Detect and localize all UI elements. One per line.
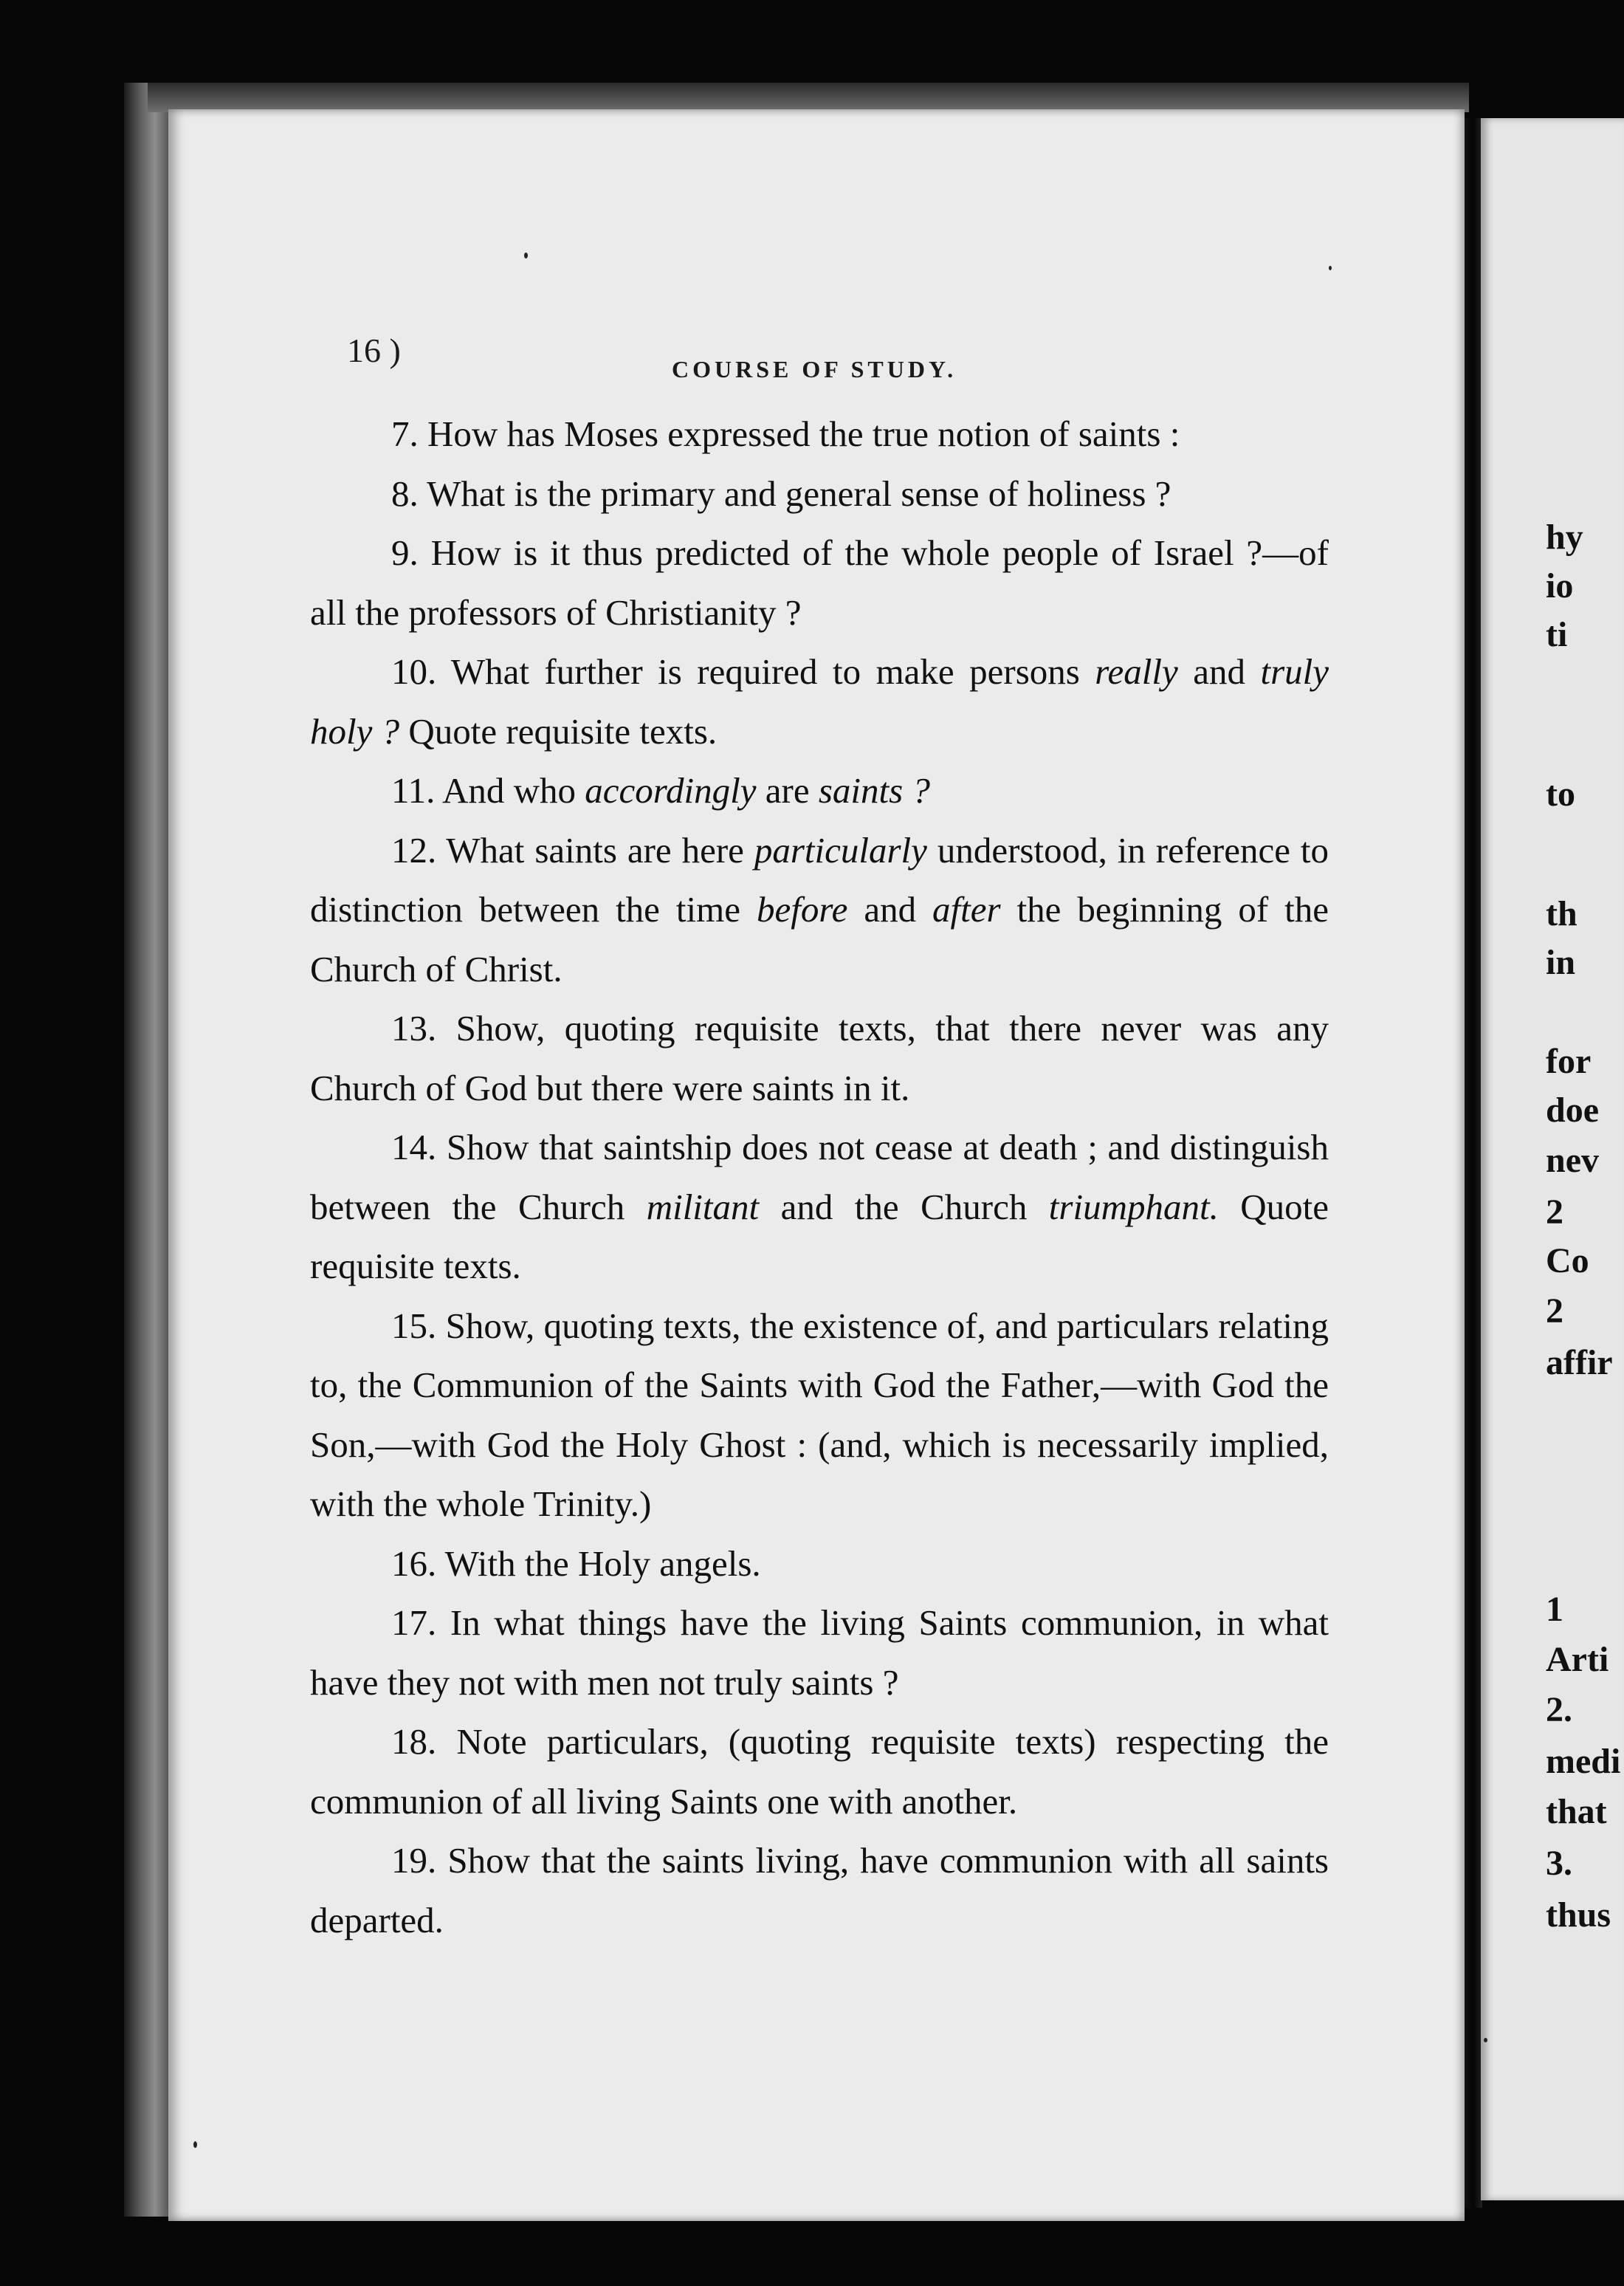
emphasis-text: after <box>932 889 1001 930</box>
facing-page-fragment: ti <box>1546 615 1568 654</box>
facing-page-fragment: Co <box>1546 1241 1589 1280</box>
facing-page-fragment: in <box>1546 943 1576 982</box>
facing-page-fragment: 2 <box>1546 1291 1563 1331</box>
question-text: Quote requisite texts. <box>399 710 718 752</box>
question-text: How has Moses expressed the true notion of saints : <box>427 413 1180 454</box>
question-number: 10. <box>391 651 451 692</box>
question-number: 17. <box>391 1602 450 1643</box>
question-item <box>310 1593 1329 1712</box>
facing-page-fragment: 2 <box>1546 1192 1563 1232</box>
emphasis-text: triumphant. <box>1048 1186 1219 1227</box>
facing-page-fragment: io <box>1546 566 1574 605</box>
question-text: Show that saintship does not cease at death ; and distinguish between the Church <box>310 1127 1329 1227</box>
question-text: the beginning of the Church of Christ. <box>310 889 1329 989</box>
question-item <box>310 1297 1329 1534</box>
emphasis-text: before <box>756 889 848 930</box>
question-list <box>310 405 1329 1950</box>
question-text: Note particulars, (quoting requisite texts) respecting the communion of all living Saints one with another. <box>310 1721 1329 1822</box>
dust-speck <box>524 253 528 258</box>
question-number: 13. <box>391 1008 456 1048</box>
question-text: Quote requisite texts. <box>310 1186 1329 1286</box>
question-number: 19. <box>391 1840 448 1881</box>
facing-page-fragment: to <box>1546 775 1575 814</box>
facing-page-fragment: that <box>1546 1792 1607 1831</box>
question-item <box>310 821 1329 1000</box>
question-number: 8. <box>391 473 427 514</box>
facing-page-fragment: nev <box>1546 1141 1599 1180</box>
question-text: How is it thus predicted of the whole people of Israel ?—of all the professors of Christianity ? <box>310 532 1329 633</box>
question-text: and <box>847 889 933 930</box>
facing-page-fragment: medi <box>1546 1742 1621 1781</box>
facing-page-fragment: for <box>1546 1042 1592 1081</box>
question-text: and <box>1177 651 1261 692</box>
question-number: 9. <box>391 532 431 573</box>
question-text: What saints are here <box>446 829 754 871</box>
question-number: 12. <box>391 829 447 871</box>
question-number: 7. <box>391 413 427 454</box>
question-text: And who <box>441 770 585 811</box>
facing-page-fragment: affir <box>1546 1343 1613 1382</box>
question-text: Show that the saints living, have communion with all saints departed. <box>310 1840 1329 1940</box>
question-number: 14. <box>391 1127 447 1167</box>
emphasis-text: militant <box>646 1186 760 1227</box>
facing-page-fragment: 2. <box>1546 1690 1572 1729</box>
running-title: COURSE OF STUDY. <box>672 356 957 382</box>
facing-page-fragment: th <box>1546 894 1577 933</box>
question-item <box>310 999 1329 1118</box>
question-item <box>310 1118 1329 1297</box>
book-top-edge <box>148 83 1469 112</box>
facing-page-fragment: Arti <box>1546 1640 1609 1679</box>
facing-page-fragment: 1 <box>1546 1590 1563 1629</box>
question-text: Show, quoting texts, the existence of, and particulars relating to, the Communion of the Saints with God the Father,—with God the Son,—with God the Holy Ghost : (and, which is necessarily implied, with the whole Trinity.) <box>310 1305 1329 1524</box>
question-item <box>310 642 1329 761</box>
question-item <box>310 1712 1329 1831</box>
question-item <box>310 405 1329 464</box>
question-number: 11. <box>391 770 442 811</box>
question-text: and the Church <box>759 1186 1049 1227</box>
question-text: What is the primary and general sense of holiness ? <box>427 473 1171 514</box>
question-item <box>310 1831 1329 1950</box>
dust-speck <box>1329 266 1332 270</box>
question-text: In what things have the living Saints communion, in what have they not with men not truly saints ? <box>310 1602 1329 1703</box>
emphasis-text: saints ? <box>818 770 930 811</box>
question-number: 16. <box>391 1542 445 1584</box>
facing-page-fragment: thus <box>1546 1895 1611 1935</box>
book-gutter <box>1465 118 1482 2208</box>
emphasis-text: really <box>1095 651 1178 692</box>
emphasis-text: accordingly <box>585 770 757 811</box>
question-text: With the Holy angels. <box>444 1542 761 1584</box>
facing-page-fragment: hy <box>1546 518 1583 557</box>
question-text: understood, in reference to distinction between the time <box>310 829 1329 930</box>
question-item <box>310 1534 1329 1594</box>
page-number: 16 ) <box>347 332 401 369</box>
question-text: are <box>756 770 819 811</box>
question-item <box>310 464 1329 524</box>
question-text: What further is required to make persons <box>450 651 1095 692</box>
facing-page-fragment: doe <box>1546 1091 1599 1130</box>
question-text: Show, quoting requisite texts, that there never was any Church of God but there were saints in it. <box>310 1008 1329 1108</box>
question-number: 18. <box>391 1721 457 1762</box>
question-number: 15. <box>391 1305 446 1346</box>
question-item <box>310 524 1329 642</box>
dust-speck <box>193 2141 197 2148</box>
question-item <box>310 761 1329 821</box>
emphasis-text: particularly <box>754 829 927 871</box>
dust-speck <box>1484 2038 1487 2042</box>
emphasis-text: truly holy ? <box>310 651 1329 752</box>
facing-page-fragment: 3. <box>1546 1844 1572 1883</box>
